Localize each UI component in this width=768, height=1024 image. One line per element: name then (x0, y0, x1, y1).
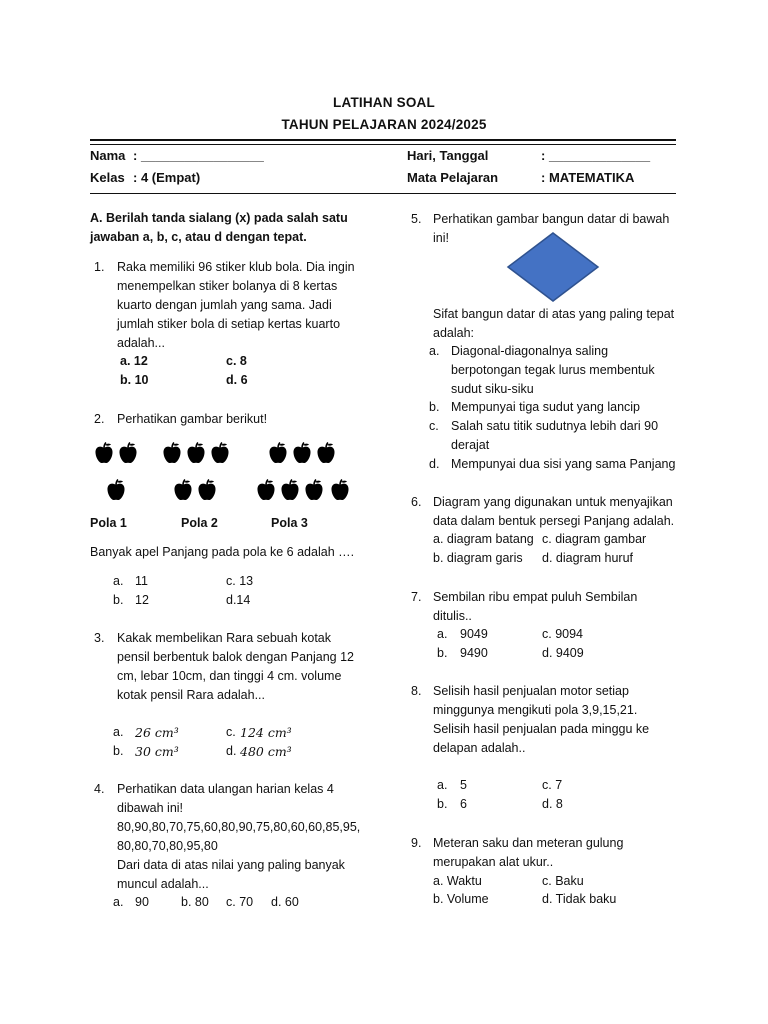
apple-icon (316, 442, 336, 464)
q3-line-1: Kakak membelikan Rara sebuah kotak (117, 631, 332, 645)
q2-option-b-letter: b. (113, 593, 124, 607)
q7-option-c[interactable]: c. 9094 (542, 627, 584, 641)
q1-number: 1. (94, 260, 105, 274)
q1-option-d[interactable]: d. 6 (226, 373, 248, 387)
mapel-value: : MATEMATIKA (541, 170, 635, 185)
q8-option-d[interactable]: d. 8 (542, 797, 563, 811)
q7-option-d[interactable]: d. 9409 (542, 646, 584, 660)
q6-option-a[interactable]: a. diagram batang (433, 532, 534, 546)
apple-icon (256, 479, 276, 501)
instruction-line-1: A. Berilah tanda sialang (x) pada salah satu (90, 211, 348, 225)
apple-icon (210, 442, 230, 464)
q5-line-1: Perhatikan gambar bangun datar di bawah (433, 212, 670, 226)
q2-option-c[interactable]: c. 13 (226, 574, 254, 588)
q4-line-3: 80,90,80,70,75,60,80,90,75,80,60,60,85,95, (117, 820, 361, 834)
hari-label: Hari, Tanggal (407, 148, 489, 163)
q4-option-a-letter: a. (113, 895, 124, 909)
q4-option-b[interactable]: b. 80 (181, 895, 209, 909)
apple-icon (186, 442, 206, 464)
q3-line-4: kotak pensil Rara adalah... (117, 688, 266, 702)
q3-option-b[interactable]: 30 cm³ (135, 744, 179, 759)
q4-line-1: Perhatikan data ulangan harian kelas 4 (117, 782, 334, 796)
q9-option-c[interactable]: c. Baku (542, 874, 584, 888)
q6-option-d[interactable]: d. diagram huruf (542, 551, 634, 565)
q6-option-b[interactable]: b. diagram garis (433, 551, 523, 565)
apple-icon (118, 442, 138, 464)
q7-option-a-letter: a. (437, 627, 448, 641)
rhombus-figure (505, 231, 601, 303)
q4-option-a[interactable]: 90 (135, 895, 149, 909)
pola-2-label: Pola 2 (181, 516, 218, 530)
apple-icon (330, 479, 350, 501)
q2-option-a-letter: a. (113, 574, 124, 588)
q5-option-a-letter: a. (429, 344, 440, 358)
instruction-line-2: jawaban a, b, c, atau d dengan tepat. (90, 230, 307, 244)
q5-option-d[interactable]: Mempunyai dua sisi yang sama Panjang (451, 457, 676, 471)
q6-number: 6. (411, 495, 422, 509)
q3-option-b-letter: b. (113, 744, 124, 758)
q9-option-a[interactable]: a. Waktu (433, 874, 482, 888)
q7-option-a[interactable]: 9049 (460, 627, 488, 641)
q2-question: Banyak apel Panjang pada pola ke 6 adalah …. (90, 545, 355, 559)
q3-option-d[interactable]: 480 cm³ (240, 744, 292, 759)
q1-option-a[interactable]: a. 12 (120, 354, 148, 368)
q1-option-b[interactable]: b. 10 (120, 373, 149, 387)
q7-line-1: Sembilan ribu empat puluh Sembilan (433, 590, 638, 604)
q2-option-d[interactable]: d.14 (226, 593, 251, 607)
hari-field[interactable]: : ______________ (541, 148, 651, 163)
nama-field[interactable]: : _________________ (133, 148, 264, 163)
q5-option-b-letter: b. (429, 400, 440, 414)
q8-line-4: delapan adalah.. (433, 741, 526, 755)
header-rule-bottom (90, 193, 676, 194)
apple-icon (173, 479, 193, 501)
q3-line-3: cm, lebar 10cm, dan tinggi 4 cm. volume (117, 669, 342, 683)
doc-title: LATIHAN SOAL (333, 95, 435, 110)
q3-option-c[interactable]: 124 cm³ (240, 725, 292, 740)
pola-3-label: Pola 3 (271, 516, 308, 530)
q5-option-b[interactable]: Mempunyai tiga sudut yang lancip (451, 400, 641, 414)
q8-line-2: minggunya mengikuti pola 3,9,15,21. (433, 703, 638, 717)
q2-text: Perhatikan gambar berikut! (117, 412, 268, 426)
q8-number: 8. (411, 684, 422, 698)
q3-option-a-letter: a. (113, 725, 124, 739)
q8-line-3: Selisih hasil penjualan pada minggu ke (433, 722, 650, 736)
q4-line-5: Dari data di atas nilai yang paling banyak (117, 858, 345, 872)
q5-number: 5. (411, 212, 422, 226)
q2-option-b[interactable]: 12 (135, 593, 149, 607)
apple-icon (94, 442, 114, 464)
q3-line-2: pensil berbentuk balok dengan Panjang 12 (117, 650, 354, 664)
q4-line-2: dibawah ini! (117, 801, 184, 815)
apple-icon (268, 442, 288, 464)
q4-option-c[interactable]: c. 70 (226, 895, 254, 909)
mapel-label: Mata Pelajaran (407, 170, 499, 185)
q8-option-a-letter: a. (437, 778, 448, 792)
apple-icon (280, 479, 300, 501)
q1-line-2: menempelkan stiker bolanya di 8 kertas (117, 279, 338, 293)
q5-line-2: ini! (433, 231, 449, 245)
apple-icon (106, 479, 126, 501)
q2-option-a[interactable]: 11 (135, 574, 148, 588)
q2-number: 2. (94, 412, 105, 426)
q3-option-d-letter: d. (226, 744, 237, 758)
q6-line-2: data dalam bentuk persegi Panjang adalah. (433, 514, 675, 528)
q7-option-b[interactable]: 9490 (460, 646, 488, 660)
q1-line-1: Raka memiliki 96 stiker klub bola. Dia ingin (117, 260, 355, 274)
q9-line-2: merupakan alat ukur.. (433, 855, 554, 869)
apple-icon (292, 442, 312, 464)
apple-icon (197, 479, 217, 501)
pola-1-label: Pola 1 (90, 516, 127, 530)
q6-line-1: Diagram yang digunakan untuk menyajikan (433, 495, 673, 509)
rhombus-shape (508, 233, 598, 301)
q7-line-2: ditulis.. (433, 609, 472, 623)
q9-option-b[interactable]: b. Volume (433, 892, 489, 906)
q4-line-6: muncul adalah... (117, 877, 209, 891)
q4-line-4: 80,80,70,80,95,80 (117, 839, 218, 853)
kelas-label: Kelas (90, 170, 125, 185)
q5-question-line-1: Sifat bangun datar di atas yang paling tepat (433, 307, 675, 321)
q7-number: 7. (411, 590, 422, 604)
q1-line-4: jumlah stiker bola di setiap kertas kuarto (117, 317, 341, 331)
q1-line-5: adalah... (117, 336, 165, 350)
apple-icon (304, 479, 324, 501)
q5-option-a-line-2[interactable]: berpotongan tegak lurus membentuk (451, 363, 655, 377)
kelas-value: : 4 (Empat) (133, 170, 201, 185)
q7-option-b-letter: b. (437, 646, 448, 660)
q8-option-b[interactable]: 6 (460, 797, 467, 811)
q1-line-3: kuarto dengan jumlah yang sama. Jadi (117, 298, 332, 312)
q8-option-c[interactable]: c. 7 (542, 778, 563, 792)
q3-option-c-letter: c. (226, 725, 236, 739)
q8-option-b-letter: b. (437, 797, 448, 811)
q5-option-a-line-3[interactable]: sudut siku-siku (451, 382, 534, 396)
q5-option-c-letter: c. (429, 419, 439, 433)
q5-option-d-letter: d. (429, 457, 440, 471)
nama-label: Nama (90, 148, 126, 163)
q1-option-c[interactable]: c. 8 (226, 354, 247, 368)
q5-option-c-line-1[interactable]: Salah satu titik sudutnya lebih dari 90 (451, 419, 659, 433)
q5-question-line-2: adalah: (433, 326, 475, 340)
q8-option-a[interactable]: 5 (460, 778, 467, 792)
q9-option-d[interactable]: d. Tidak baku (542, 892, 617, 906)
apple-icon (162, 442, 182, 464)
q9-number: 9. (411, 836, 422, 850)
header-rule-top (90, 139, 676, 141)
q6-option-c[interactable]: c. diagram gambar (542, 532, 647, 546)
q5-option-a-line-1[interactable]: Diagonal-diagonalnya saling (451, 344, 609, 358)
q9-line-1: Meteran saku dan meteran gulung (433, 836, 624, 850)
q4-number: 4. (94, 782, 105, 796)
header-rule-top-thin (90, 144, 676, 145)
q8-line-1: Selisih hasil penjualan motor setiap (433, 684, 629, 698)
q5-option-c-line-2[interactable]: derajat (451, 438, 490, 452)
q4-option-d[interactable]: d. 60 (271, 895, 299, 909)
q3-option-a[interactable]: 26 cm³ (135, 725, 179, 740)
q3-number: 3. (94, 631, 105, 645)
doc-subtitle: TAHUN PELAJARAN 2024/2025 (281, 117, 487, 132)
